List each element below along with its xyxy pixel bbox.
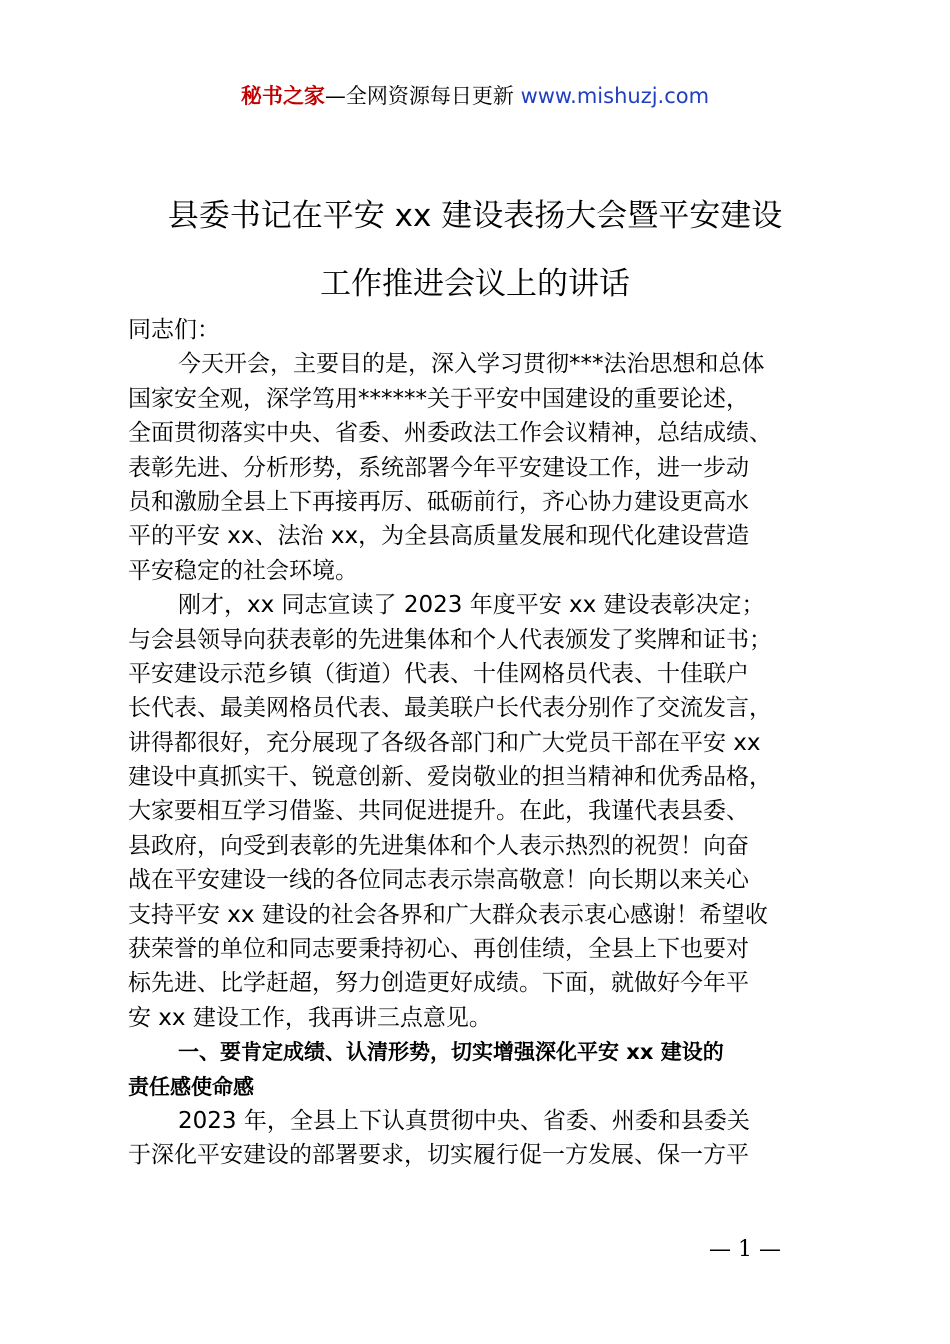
site-url-link[interactable]: www.mishuzj.com xyxy=(520,84,710,108)
salutation: 同志们： xyxy=(128,317,220,343)
paragraph-line: 今天开会，主要目的是，深入学习贯彻***法治思想和总体 xyxy=(178,351,765,378)
paragraph-line: 建设中真抓实干、锐意创新、爱岗敬业的担当精神和优秀品格， xyxy=(128,764,772,791)
paragraph-line: 安 xx 建设工作，我再讲三点意见。 xyxy=(128,1004,492,1031)
document-body xyxy=(128,313,868,1173)
paragraph-line: 国家安全观，深学笃用******关于平安中国建设的重要论述， xyxy=(128,385,749,412)
paragraph-1 xyxy=(128,347,868,588)
paragraph-line: 2023 年，全县上下认真贯彻中央、省委、州委和县委关 xyxy=(178,1107,750,1134)
paragraph-line: 大家要相互学习借鉴、共同促进提升。在此，我谨代表县委、 xyxy=(128,798,749,825)
paragraph-line: 标先进、比学赶超，努力创造更好成绩。下面，就做好今年平 xyxy=(128,970,749,997)
paragraph-line: 长代表、最美网格员代表、最美联户长代表分别作了交流发言， xyxy=(128,695,772,722)
document-title-line-1: 县委书记在平安 xx 建设表扬大会暨平安建设 xyxy=(167,198,783,234)
paragraph-line: 于深化平安建设的部署要求，切实履行促一方发展、保一方平 xyxy=(128,1142,749,1169)
paragraph-line: 战在平安建设一线的各位同志表示崇高敬意！向长期以来关心 xyxy=(128,867,749,894)
paragraph-line: 平的平安 xx、法治 xx，为全县高质量发展和现代化建设营造 xyxy=(128,523,750,550)
paragraph-line: 员和激励全县上下再接再厉、砥砺前行，齐心协力建设更高水 xyxy=(128,488,749,515)
paragraph-line: 平安建设示范乡镇（街道）代表、十佳网格员代表、十佳联户 xyxy=(128,660,749,687)
paragraph-line: 刚才，xx 同志宣读了 2023 年度平安 xx 建设表彰决定； xyxy=(178,592,765,619)
paragraph-line: 县政府，向受到表彰的先进集体和个人表示热烈的祝贺！向奋 xyxy=(128,832,749,859)
header-slogan: —全网资源每日更新 xyxy=(324,84,521,108)
paragraph-2 xyxy=(128,588,868,1035)
paragraph-line: 全面贯彻落实中央、省委、州委政法工作会议精神，总结成绩、 xyxy=(128,420,772,447)
brand-name: 秘书之家 xyxy=(240,84,325,108)
document-title-line-2: 工作推进会议上的讲话 xyxy=(320,266,630,302)
paragraph-line: 支持平安 xx 建设的社会各界和广大群众表示衷心感谢！希望收 xyxy=(128,901,768,928)
section-heading-1 xyxy=(128,1035,868,1104)
paragraph-line: 平安稳定的社会环境。 xyxy=(128,557,358,584)
paragraph-line: 获荣誉的单位和同志要秉持初心、再创佳绩，全县上下也要对 xyxy=(128,936,749,963)
section-heading-line: 一、要肯定成绩、认清形势，切实增强深化平安 xx 建设的 xyxy=(178,1040,724,1065)
paragraph-line: 与会县领导向获表彰的先进集体和个人代表颁发了奖牌和证书； xyxy=(128,626,772,653)
paragraph-line: 讲得都很好，充分展现了各级各部门和广大党员干部在平安 xx xyxy=(128,729,761,756)
section-heading-line: 责任感使命感 xyxy=(128,1074,254,1099)
paragraph-line: 表彰先进、分析形势，系统部署今年平安建设工作，进一步动 xyxy=(128,454,749,481)
page-number: — 1 — xyxy=(709,1237,781,1262)
site-header xyxy=(0,80,950,112)
paragraph-3 xyxy=(128,1104,868,1173)
